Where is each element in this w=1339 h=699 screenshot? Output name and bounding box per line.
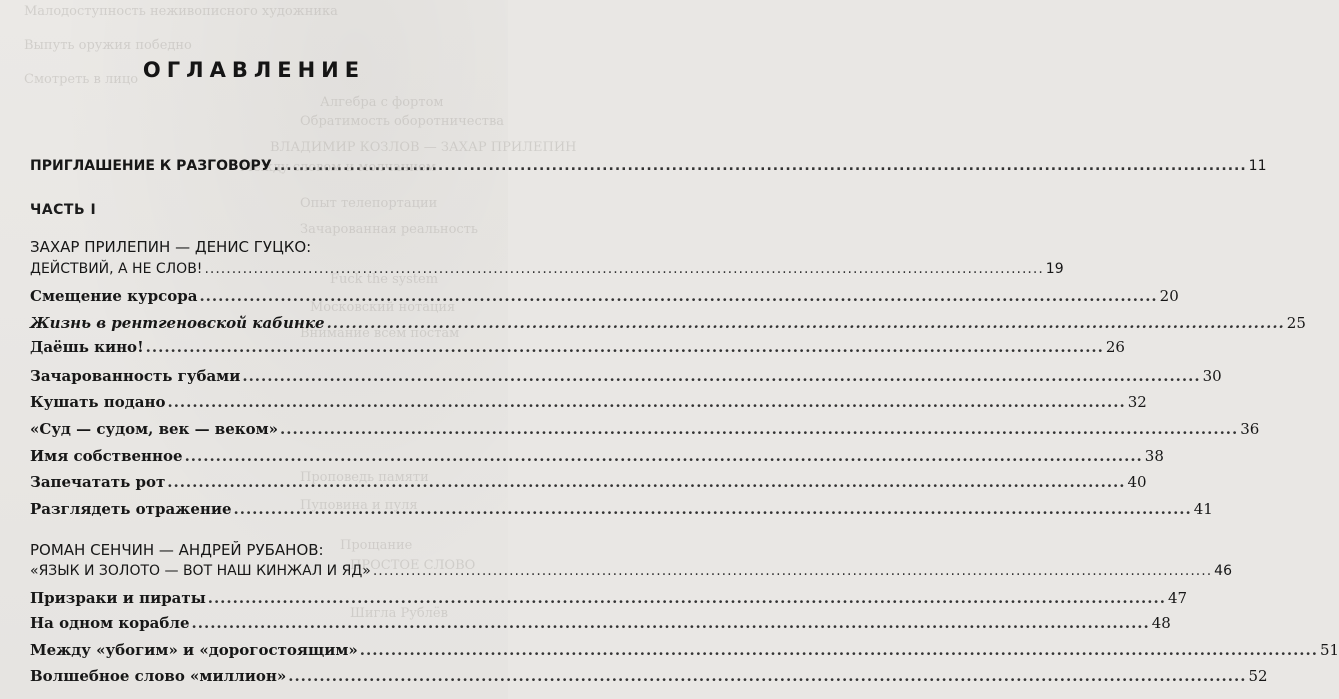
- toc-entry[interactable]: [30, 447, 1164, 465]
- toc-entry[interactable]: [30, 473, 1147, 491]
- bleed-line: Выпуть оружия победно: [24, 38, 192, 53]
- toc-entry-label: «ЯЗЫК И ЗОЛОТО — ВОТ НАШ КИНЖАЛ И ЯД»: [30, 563, 371, 579]
- bleed-line: Пуповина и пуля: [300, 498, 418, 513]
- toc-entry-label: Зачарованность губами: [30, 367, 241, 385]
- leader-dots: [167, 473, 1125, 491]
- toc-entry-label: Даёшь кино!: [30, 338, 144, 356]
- bleed-line: Московский нотация: [310, 300, 456, 315]
- toc-entry[interactable]: [30, 614, 1171, 632]
- toc-entry-page: 51: [1319, 641, 1339, 659]
- bleed-line: Шигла Рублёв: [350, 606, 448, 621]
- toc-entry[interactable]: [30, 589, 1188, 607]
- toc-entry-page: 48: [1151, 614, 1171, 632]
- toc-entry-page: 20: [1159, 287, 1179, 305]
- leader-dots: [167, 393, 1125, 411]
- part-heading: ЧАСТЬ I: [30, 202, 97, 218]
- bleed-line: Опыт телепортации: [300, 196, 438, 211]
- bleed-line: Зачарованная реальность: [300, 222, 478, 237]
- bleed-line: Между словом и молчанием: [240, 160, 436, 175]
- bleed-line: Обратимость оборотничества: [300, 114, 505, 129]
- toc-entry[interactable]: [30, 500, 1213, 518]
- toc-entry-page: 40: [1127, 473, 1147, 491]
- toc-entry-page: 19: [1045, 261, 1064, 277]
- bleed-line: Малодоступность неживописного художника: [24, 4, 338, 19]
- bleed-line: Смотреть в лицо: [24, 72, 139, 87]
- leader-dots: [185, 447, 1143, 465]
- toc-entry-page: 25: [1286, 314, 1306, 332]
- toc-entry[interactable]: [30, 641, 1339, 659]
- toc-entry[interactable]: [30, 367, 1222, 385]
- toc-entry[interactable]: [30, 314, 1306, 332]
- leader-dots: [192, 614, 1150, 632]
- toc-entry-label: ПРИГЛАШЕНИЕ К РАЗГОВОРУ: [30, 158, 272, 174]
- toc-entry-label: Между «убогим» и «дорогостоящим»: [30, 641, 358, 659]
- leader-dots: [373, 562, 1212, 580]
- section-heading-line1: ЗАХАР ПРИЛЕПИН — ДЕНИС ГУЦКО:: [30, 238, 312, 256]
- toc-entry-page: 46: [1214, 563, 1232, 579]
- toc-entry-page: 11: [1248, 158, 1267, 174]
- bleed-line: ВЛАДИМИР КОЗЛОВ — ЗАХАР ПРИЛЕПИН: [270, 140, 577, 155]
- bleed-line: Алгебра с фортом: [320, 95, 444, 110]
- toc-entry[interactable]: [30, 667, 1268, 685]
- toc-entry-page: 36: [1240, 420, 1260, 438]
- toc-entry-label: ДЕЙСТВИЙ, А НЕ СЛОВ!: [30, 261, 203, 277]
- toc-entry[interactable]: [30, 420, 1260, 438]
- bleed-line: Внимание всем постам: [300, 326, 460, 341]
- toc-entry-label: Имя собственное: [30, 447, 183, 465]
- toc-entry-page: 38: [1144, 447, 1164, 465]
- toc-entry-label: Жизнь в рентгеновской кабинке: [30, 314, 325, 332]
- bleed-line: ПРОСТОЕ СЛОВО: [350, 558, 476, 573]
- leader-dots: [360, 641, 1318, 659]
- toc-entry-page: 30: [1202, 367, 1222, 385]
- leader-dots: [234, 500, 1192, 518]
- toc-entry-section1[interactable]: [30, 260, 1064, 278]
- toc-entry-label: Волшебное слово «миллион»: [30, 667, 287, 685]
- toc-entry-label: Призраки и пираты: [30, 589, 206, 607]
- page-title: ОГЛАВЛЕНИЕ: [142, 58, 366, 82]
- toc-entry-label: Смещение курсора: [30, 287, 198, 305]
- toc-entry-page: 26: [1105, 338, 1125, 356]
- leader-dots: [242, 367, 1200, 385]
- toc-entry-label: Запечатать рот: [30, 473, 166, 491]
- toc-entry-section2[interactable]: [30, 562, 1232, 580]
- toc-entry-page: 47: [1167, 589, 1188, 607]
- toc-entry-page: 32: [1127, 393, 1147, 411]
- toc-entry-page: 41: [1193, 500, 1213, 518]
- section-heading-line1: РОМАН СЕНЧИН — АНДРЕЙ РУБАНОВ:: [30, 541, 324, 559]
- leader-dots: [327, 314, 1285, 332]
- toc-entry[interactable]: [30, 338, 1125, 356]
- leader-dots: [199, 287, 1157, 305]
- leader-dots: [288, 667, 1246, 685]
- toc-entry-invitation[interactable]: [30, 157, 1267, 175]
- toc-entry-label: Разглядеть отражение: [30, 500, 232, 518]
- leader-dots: [204, 260, 1043, 278]
- leader-dots: [274, 157, 1247, 175]
- toc-entry-label: Кушать подано: [30, 393, 166, 411]
- toc-entry-page: 52: [1248, 667, 1268, 685]
- bleed-line: Прощание: [340, 538, 413, 553]
- bleed-line: Проповедь памяти: [300, 470, 429, 485]
- leader-dots: [280, 420, 1238, 438]
- toc-entry[interactable]: [30, 287, 1179, 305]
- toc-entry-label: На одном корабле: [30, 614, 190, 632]
- bleed-line: Fuck the system: [330, 272, 439, 287]
- toc-entry-label: «Суд — судом, век — веком»: [30, 420, 279, 438]
- toc-entry[interactable]: [30, 393, 1147, 411]
- leader-dots: [146, 338, 1104, 356]
- leader-dots: [208, 589, 1166, 607]
